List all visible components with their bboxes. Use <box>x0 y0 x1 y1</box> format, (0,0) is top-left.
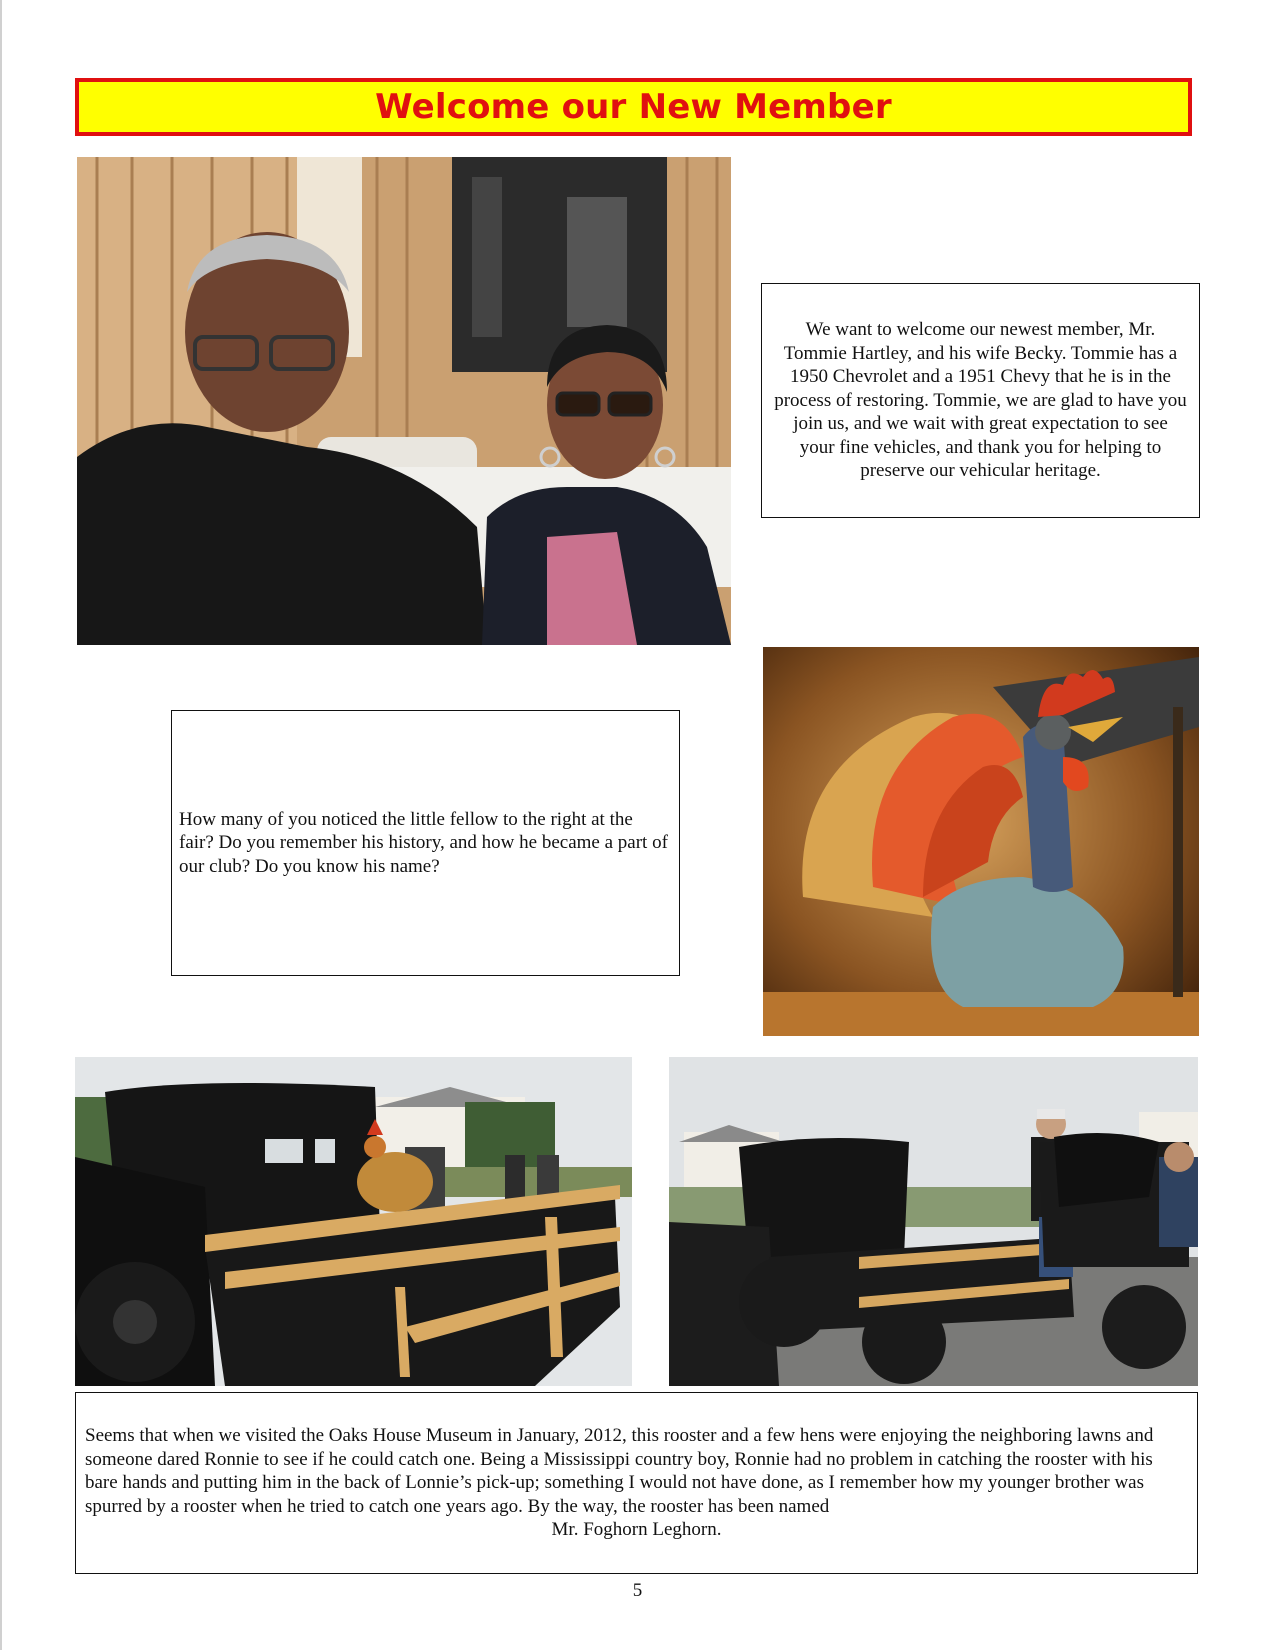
story-text-box <box>75 1392 1198 1574</box>
story-text <box>85 1424 1188 1542</box>
photo-new-member-couple <box>77 157 731 645</box>
question-text-box <box>171 710 680 976</box>
title-banner <box>75 78 1192 136</box>
welcome-text: We want to welcome our newest member, Mr. Tommie Hartley, and his wife Becky. Tommie has a 1950 Chevrolet and a 1951 Chevy that he is in the process of restoring. Tommie, we are glad to have you join us, and we wait with great expectation to see your fine vehicles, and thank you for helping to preserve our vehicular heritage. <box>774 319 1187 482</box>
story-body: Seems that when we visited the Oaks House Museum in January, 2012, this rooster and a few hens were enjoying the neighboring lawns and someone dared Ronnie to see if he could catch one. Being a Mississippi country boy, Ronnie had no problem in catching the rooster with his bare hands and putting him in the back of Lonnie’s pick-up; something I would not have done, as I remember how my younger brother was spurred by a rooster when he tried to catch one years ago. By the way, the rooster has been named <box>85 1425 1154 1517</box>
question-text: How many of you noticed the little fellow to the right at the fair? Do you remember his history, and how he became a part of our club? Do you know his name? <box>179 808 668 877</box>
welcome-text-box <box>761 283 1200 518</box>
page-edge <box>0 0 2 1650</box>
photo-rooster-in-truck-bed <box>75 1057 632 1386</box>
page-number: 5 <box>632 1580 643 1601</box>
photo-model-a-pickup-group <box>669 1057 1198 1386</box>
page-title: Welcome our New Member <box>375 87 892 127</box>
story-closing: Mr. Foghorn Leghorn. <box>551 1519 722 1541</box>
photo-metal-rooster <box>763 647 1199 1036</box>
